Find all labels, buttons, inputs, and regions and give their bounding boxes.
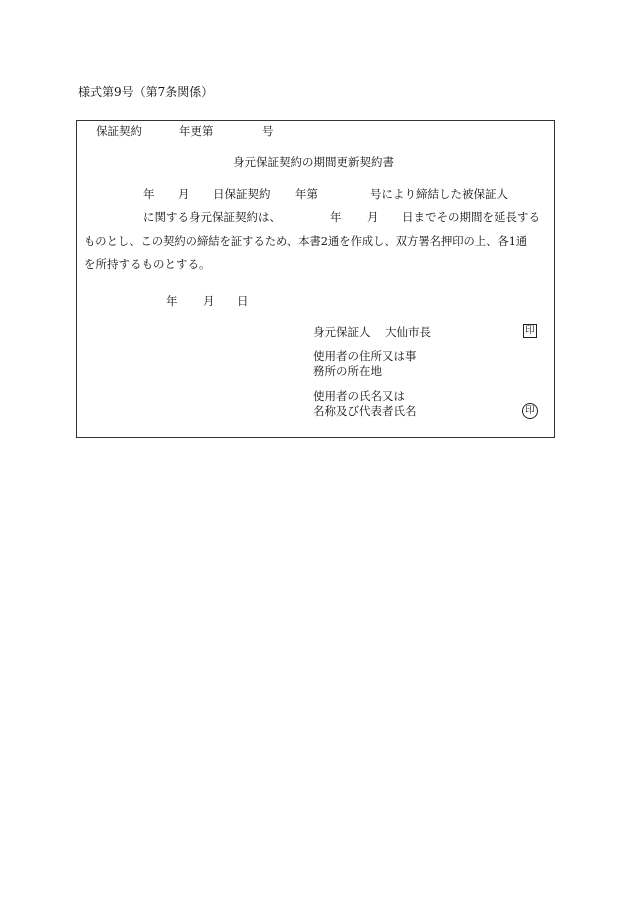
employer-name-label-2: 名称及び代表者氏名 bbox=[313, 404, 417, 418]
contract-no-number: 号 bbox=[262, 124, 274, 138]
guarantor-name: 大仙市長 bbox=[385, 325, 431, 339]
line2-month: 月 bbox=[367, 210, 379, 224]
employer-address-label-1: 使用者の住所又は事 bbox=[313, 349, 417, 363]
line4: を所持するものとする。 bbox=[84, 257, 211, 271]
contract-no-year: 年更第 bbox=[179, 124, 214, 138]
employer-name-label-1: 使用者の氏名又は bbox=[313, 389, 405, 403]
date-day: 日 bbox=[237, 294, 249, 308]
line1-year-number: 年第 bbox=[295, 187, 318, 201]
line2-year: 年 bbox=[330, 210, 342, 224]
line3: ものとし、この契約の締結を証するため、本書2通を作成し、双方署名押印の上、各1通 bbox=[84, 235, 528, 248]
form-number: 様式第9号（第7条関係） bbox=[78, 85, 214, 99]
employer-address-label-2: 務所の所在地 bbox=[313, 364, 382, 378]
document-title: 身元保証契約の期間更新契約書 bbox=[233, 155, 394, 169]
contract-no-label: 保証契約 bbox=[96, 124, 142, 138]
line2-text1: に関する身元保証契約は、 bbox=[143, 210, 281, 224]
guarantor-label: 身元保証人 bbox=[313, 325, 371, 339]
line1-text: 号により締結した被保証人 bbox=[370, 187, 508, 201]
date-year: 年 bbox=[166, 294, 178, 308]
line1-day-contract: 日保証契約 bbox=[213, 187, 271, 201]
seal-square-icon: 印 bbox=[523, 324, 537, 338]
line1-month: 月 bbox=[178, 187, 190, 201]
line1-year: 年 bbox=[143, 187, 155, 201]
line2-text2: 日までその期間を延長する bbox=[402, 210, 540, 224]
seal-circle-icon: 印 bbox=[522, 403, 538, 419]
date-month: 月 bbox=[203, 294, 215, 308]
